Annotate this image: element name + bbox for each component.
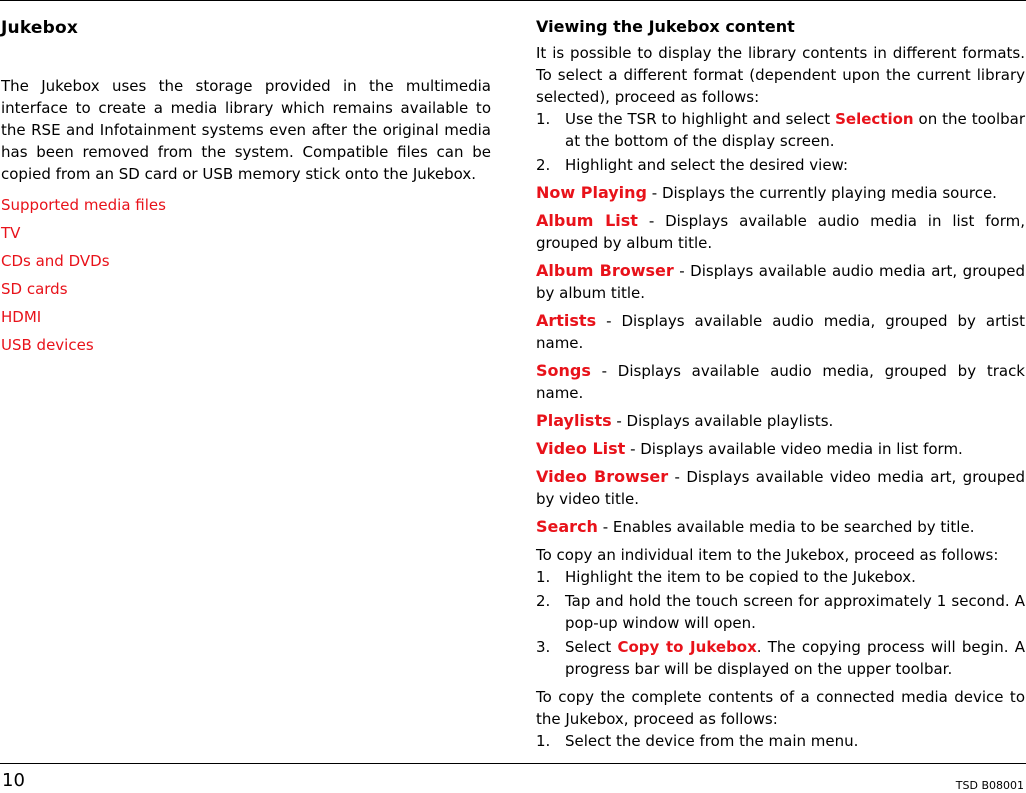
list-item: [536, 154, 1025, 176]
list-item: [536, 590, 1025, 634]
view-name: Video Browser: [536, 467, 669, 486]
copy-all-steps: [536, 730, 1025, 752]
view-desc: - Displays available audio media in list form, grouped by album title.: [536, 212, 1025, 252]
copy-item-steps: [536, 566, 1025, 680]
top-divider: [0, 0, 1026, 1]
viewing-title: Viewing the Jukebox content: [536, 17, 795, 36]
link-sd-cards[interactable]: SD cards: [1, 280, 68, 298]
document-code: TSD B08001: [955, 779, 1024, 792]
list-item: [536, 108, 1025, 152]
step-number: 1.: [536, 568, 551, 586]
view-album-list: [536, 210, 1025, 254]
view-desc: - Displays available audio media, grouped by track name.: [536, 362, 1025, 402]
list-item: [536, 730, 1025, 752]
selection-term: Selection: [835, 110, 914, 128]
left-column: [1, 16, 491, 359]
view-name: Search: [536, 517, 598, 536]
list-item: [536, 636, 1025, 680]
view-playlists: [536, 410, 1025, 432]
viewing-steps: [536, 108, 1025, 176]
section-title: Jukebox: [1, 18, 79, 38]
step-number: 2.: [536, 592, 551, 610]
step-text: Highlight and select the desired view:: [565, 156, 849, 174]
page-number: 10: [2, 770, 25, 791]
view-name: Songs: [536, 361, 591, 380]
view-search: [536, 516, 1025, 538]
step-number: 3.: [536, 638, 551, 656]
view-desc: - Displays available playlists.: [611, 412, 834, 430]
step-number: 1.: [536, 110, 551, 128]
copy-all-intro: To copy the complete contents of a connected media device to the Jukebox, proceed as follows:: [536, 688, 1025, 728]
view-now-playing: [536, 182, 1025, 204]
step-number: 2.: [536, 156, 551, 174]
bottom-divider: [0, 763, 1026, 764]
step-number: 1.: [536, 732, 551, 750]
step-text: Tap and hold the touch screen for approximately 1 second. A pop-up window will open.: [565, 592, 1025, 632]
link-cds-and-dvds[interactable]: CDs and DVDs: [1, 252, 110, 270]
view-desc: - Displays available video media in list form.: [625, 440, 963, 458]
view-desc: - Displays available audio media art, grouped by album title.: [536, 262, 1025, 302]
step-text: Select the device from the main menu.: [565, 732, 859, 750]
view-name: Playlists: [536, 411, 612, 430]
view-desc: - Displays the currently playing media source.: [647, 184, 997, 202]
step-text: on the toolbar at the bottom of the display screen.: [565, 110, 1025, 150]
link-hdmi[interactable]: HDMI: [1, 308, 42, 326]
view-name: Artists: [536, 311, 597, 330]
copy-item-intro: To copy an individual item to the Jukebox, proceed as follows:: [536, 546, 999, 564]
right-column: [536, 16, 1025, 758]
step-text: Select: [565, 638, 618, 656]
step-text: Highlight the item to be copied to the Jukebox.: [565, 568, 916, 586]
step-text: . The copying process will begin. A progress bar will be displayed on the upper toolbar.: [565, 638, 1025, 678]
view-artists: [536, 310, 1025, 354]
view-name: Video List: [536, 439, 626, 458]
link-supported-media-files[interactable]: Supported media files: [1, 196, 166, 214]
jukebox-intro: The Jukebox uses the storage provided in the multimedia interface to create a media library which remains available to the RSE and Infotainment systems even after the original media has been removed from the system. Compatible files can be copied from an SD card or USB memory stick onto the Jukebox.: [1, 77, 491, 183]
view-desc: - Displays available audio media, grouped by artist name.: [536, 312, 1025, 352]
view-album-browser: [536, 260, 1025, 304]
view-name: Album Browser: [536, 261, 674, 280]
view-video-list: [536, 438, 1025, 460]
view-name: Album List: [536, 211, 638, 230]
view-songs: [536, 360, 1025, 404]
view-video-browser: [536, 466, 1025, 510]
viewing-intro: It is possible to display the library contents in different formats. To select a different format (dependent upon the current library selected), proceed as follows:: [536, 44, 1025, 106]
link-tv[interactable]: TV: [1, 224, 21, 242]
list-item: [536, 566, 1025, 588]
view-desc: - Enables available media to be searched by title.: [597, 518, 975, 536]
view-desc: - Displays available video media art, grouped by video title.: [536, 468, 1025, 508]
view-name: Now Playing: [536, 183, 648, 202]
step-text: Use the TSR to highlight and select: [565, 110, 836, 128]
copy-to-jukebox-term: Copy to Jukebox: [617, 638, 757, 656]
link-usb-devices[interactable]: USB devices: [1, 336, 94, 354]
